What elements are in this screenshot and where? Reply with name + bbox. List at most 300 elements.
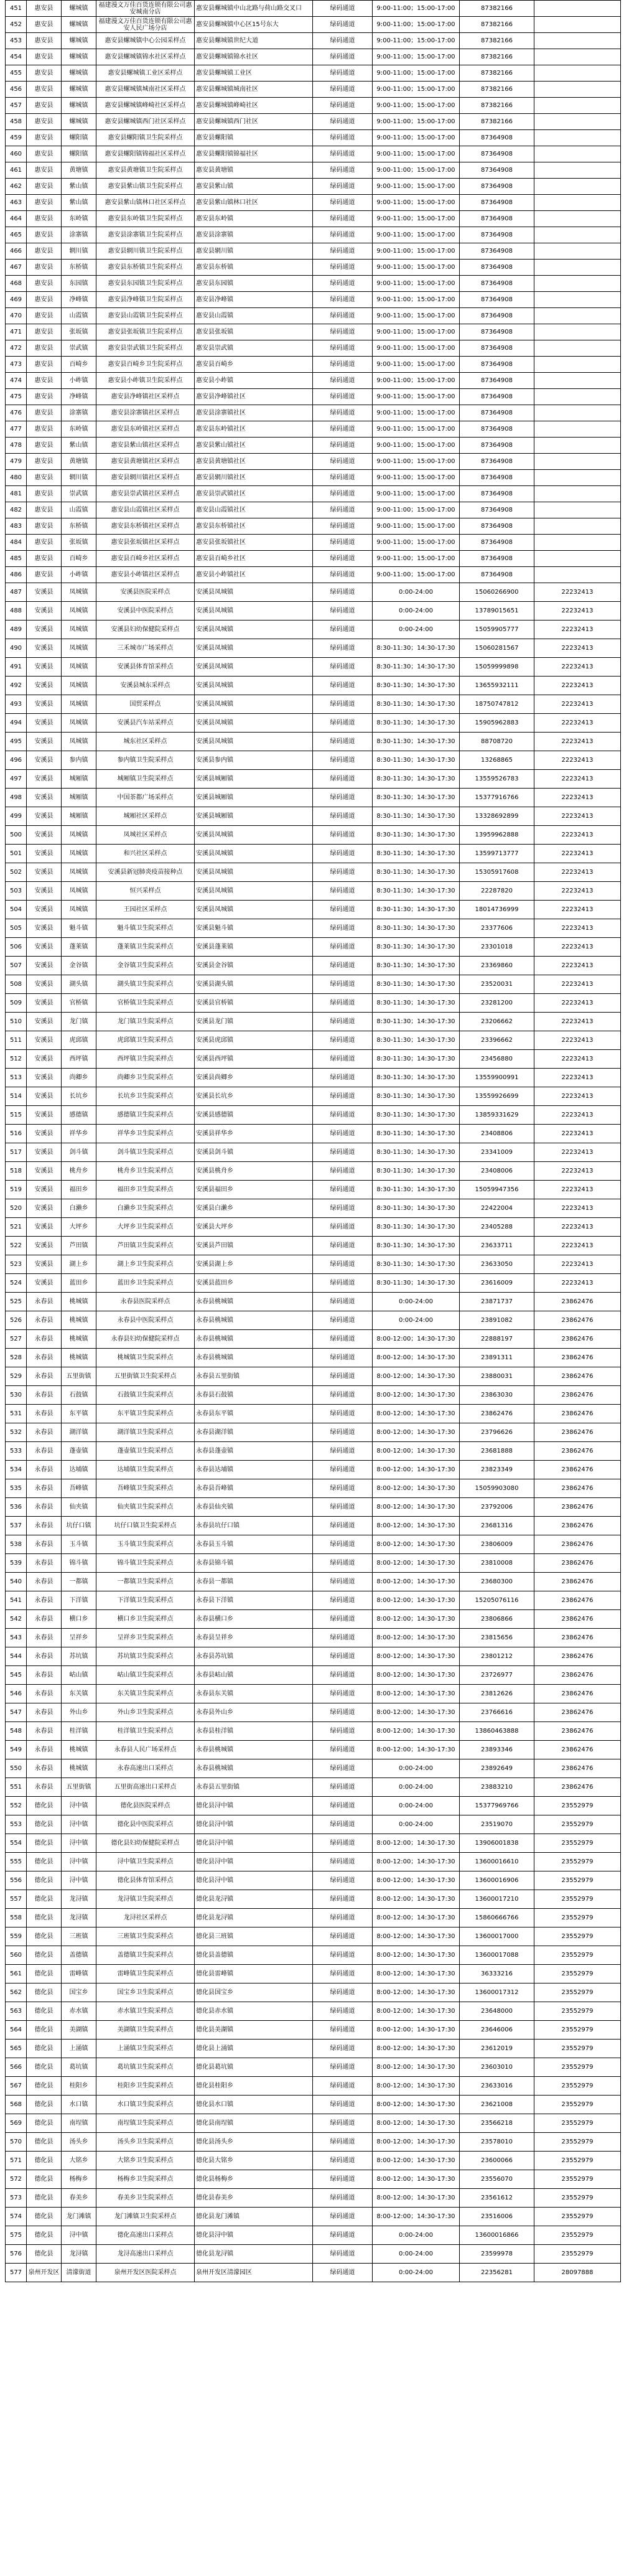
- table-row: [6, 1423, 621, 1442]
- remark: 22232413: [534, 1199, 621, 1218]
- remark: 23552979: [534, 2002, 621, 2021]
- service-hours: 8:30-11:30；14:30-17:30: [373, 994, 460, 1013]
- row-number: 521: [6, 1218, 27, 1237]
- row-number: 495: [6, 733, 27, 751]
- table-row: [6, 276, 621, 292]
- township: 黄塘镇: [62, 454, 96, 470]
- row-number: 464: [6, 211, 27, 227]
- row-number: 496: [6, 751, 27, 770]
- row-number: 455: [6, 65, 27, 82]
- table-row: [6, 1386, 621, 1405]
- address: 惠安县小岞镇: [195, 373, 313, 389]
- row-number: 477: [6, 421, 27, 438]
- site-name: 惠安县净峰镇社区采样点: [96, 389, 195, 405]
- table-row: [6, 1685, 621, 1703]
- table-row: [6, 162, 621, 179]
- phone: 87382166: [460, 65, 534, 82]
- row-number: 574: [6, 2208, 27, 2226]
- site-name: 横口乡卫生院采样点: [96, 1610, 195, 1629]
- site-name: 汤头乡卫生院采样点: [96, 2133, 195, 2152]
- sampling-type: 绿码通道: [313, 1367, 373, 1386]
- township: 福田乡: [62, 1181, 96, 1199]
- site-name: 惠安县辋川镇卫生院采样点: [96, 243, 195, 260]
- address: 惠安县净峰镇社区: [195, 389, 313, 405]
- county: 惠安县: [27, 340, 62, 357]
- address: 惠安县东桥镇: [195, 260, 313, 276]
- county: 永春县: [27, 1554, 62, 1573]
- address: 德化县上涌镇: [195, 2040, 313, 2058]
- table-row: [6, 714, 621, 733]
- sampling-type: 绿码通道: [313, 421, 373, 438]
- remark: 22232413: [534, 1181, 621, 1199]
- table-row: [6, 1722, 621, 1741]
- address: 永春县锦斗镇: [195, 1554, 313, 1573]
- site-name: 惠安县小岞镇社区采样点: [96, 567, 195, 583]
- site-name: 惠安县东园镇卫生院采样点: [96, 276, 195, 292]
- site-name: 龙门镇卫生院采样点: [96, 1013, 195, 1031]
- county: 惠安县: [27, 260, 62, 276]
- phone: 23806009: [460, 1535, 534, 1554]
- site-name: 惠安县螺城镇峰崎社区采样点: [96, 98, 195, 114]
- service-hours: 8:30-11:30；14:30-17:30: [373, 1237, 460, 1255]
- phone: 13789015651: [460, 602, 534, 621]
- service-hours: 9:00-11:00；15:00-17:00: [373, 82, 460, 98]
- service-hours: 0:00-24:00: [373, 1293, 460, 1311]
- sampling-type: 绿码通道: [313, 2245, 373, 2264]
- service-hours: 0:00-24:00: [373, 621, 460, 639]
- site-name: 惠安县小岞镇卫生院采样点: [96, 373, 195, 389]
- township: 湖洋镇: [62, 1423, 96, 1442]
- service-hours: 8:00-12:00；14:30-17:30: [373, 1890, 460, 1909]
- address: 安溪县城厢镇: [195, 789, 313, 807]
- site-name: 蓬莱镇卫生院采样点: [96, 938, 195, 957]
- row-number: 540: [6, 1573, 27, 1591]
- row-number: 470: [6, 308, 27, 324]
- row-number: 559: [6, 1927, 27, 1946]
- phone: 23612019: [460, 2040, 534, 2058]
- township: 螺城镇: [62, 98, 96, 114]
- remark: [534, 486, 621, 502]
- sampling-type: 绿码通道: [313, 1405, 373, 1423]
- row-number: 539: [6, 1554, 27, 1573]
- sampling-type: 绿码通道: [313, 1050, 373, 1069]
- county: 惠安县: [27, 373, 62, 389]
- township: 城厢镇: [62, 807, 96, 826]
- sampling-type: 绿码通道: [313, 1031, 373, 1050]
- phone: 87382166: [460, 82, 534, 98]
- site-name: 中国茶都广场采样点: [96, 789, 195, 807]
- phone: 22888197: [460, 1330, 534, 1349]
- address: 惠安县崇武镇: [195, 340, 313, 357]
- address: 惠安县螺城镇世纪大道: [195, 33, 313, 49]
- township: 张坂镇: [62, 324, 96, 340]
- county: 德化县: [27, 2245, 62, 2264]
- county: 永春县: [27, 1386, 62, 1405]
- table-row: [6, 1, 621, 17]
- phone: 23863030: [460, 1386, 534, 1405]
- site-name: 惠安县辋川镇社区采样点: [96, 470, 195, 486]
- township: 螺城镇: [62, 114, 96, 130]
- service-hours: 8:30-11:30；14:30-17:30: [373, 677, 460, 695]
- service-hours: 8:00-12:00；14:30-17:30: [373, 1984, 460, 2002]
- table-row: [6, 535, 621, 551]
- site-name: 安溪县体育馆采样点: [96, 658, 195, 677]
- phone: 15905962883: [460, 714, 534, 733]
- township: 尚卿乡: [62, 1069, 96, 1087]
- sampling-type: 绿码通道: [313, 1274, 373, 1293]
- row-number: 569: [6, 2114, 27, 2133]
- township: 凤城镇: [62, 826, 96, 845]
- row-number: 517: [6, 1143, 27, 1162]
- service-hours: 9:00-11:00；15:00-17:00: [373, 33, 460, 49]
- remark: [534, 114, 621, 130]
- phone: 36333216: [460, 1965, 534, 1984]
- service-hours: 0:00-24:00: [373, 2226, 460, 2245]
- remark: [534, 227, 621, 243]
- township: 凤城镇: [62, 602, 96, 621]
- township: 坑仔口镇: [62, 1517, 96, 1535]
- table-row: [6, 227, 621, 243]
- remark: 23552979: [534, 1946, 621, 1965]
- county: 德化县: [27, 1797, 62, 1815]
- sampling-type: 绿码通道: [313, 2226, 373, 2245]
- phone: 22422004: [460, 1199, 534, 1218]
- row-number: 493: [6, 695, 27, 714]
- phone: 87364908: [460, 357, 534, 373]
- site-name: 惠安县螺阳镇锦福社区采样点: [96, 146, 195, 162]
- row-number: 488: [6, 602, 27, 621]
- table-row: [6, 1218, 621, 1237]
- table-row: [6, 1498, 621, 1517]
- county: 永春县: [27, 1517, 62, 1535]
- address: 安溪县城厢镇: [195, 770, 313, 789]
- service-hours: 9:00-11:00；15:00-17:00: [373, 324, 460, 340]
- row-number: 499: [6, 807, 27, 826]
- remark: 22232413: [534, 770, 621, 789]
- address: 安溪县凤城镇: [195, 733, 313, 751]
- address: 安溪县长坑乡: [195, 1087, 313, 1106]
- table-row: [6, 486, 621, 502]
- county: 安溪县: [27, 658, 62, 677]
- sampling-type: 绿码通道: [313, 882, 373, 901]
- table-row: [6, 33, 621, 49]
- row-number: 475: [6, 389, 27, 405]
- table-row: [6, 1871, 621, 1890]
- phone: 23810008: [460, 1554, 534, 1573]
- phone: 87382166: [460, 114, 534, 130]
- table-row: [6, 1666, 621, 1685]
- row-number: 563: [6, 2002, 27, 2021]
- row-number: 467: [6, 260, 27, 276]
- row-number: 452: [6, 17, 27, 33]
- remark: [534, 195, 621, 211]
- phone: 23599978: [460, 2245, 534, 2264]
- phone: 13600017312: [460, 1984, 534, 2002]
- township: 小岞镇: [62, 567, 96, 583]
- township: 感德镇: [62, 1106, 96, 1125]
- site-name: 芦田镇卫生院采样点: [96, 1237, 195, 1255]
- service-hours: 8:30-11:30；14:30-17:30: [373, 1069, 460, 1087]
- site-name: 永春县医院采样点: [96, 1293, 195, 1311]
- remark: [534, 340, 621, 357]
- service-hours: 8:00-12:00；14:30-17:30: [373, 1349, 460, 1367]
- remark: 23862476: [534, 1461, 621, 1479]
- site-name: 尚卿乡卫生院采样点: [96, 1069, 195, 1087]
- site-name: 德化县妇幼保健院采样点: [96, 1834, 195, 1853]
- address: 德化县浔中镇: [195, 1797, 313, 1815]
- remark: 28097888: [534, 2264, 621, 2282]
- service-hours: 8:00-12:00；14:30-17:30: [373, 1965, 460, 1984]
- table-row: [6, 130, 621, 146]
- service-hours: 8:00-12:00；14:30-17:30: [373, 2040, 460, 2058]
- county: 安溪县: [27, 1218, 62, 1237]
- address: 安溪县金谷镇: [195, 957, 313, 975]
- county: 德化县: [27, 2208, 62, 2226]
- county: 安溪县: [27, 863, 62, 882]
- county: 惠安县: [27, 454, 62, 470]
- remark: 23552979: [534, 1984, 621, 2002]
- address: 德化县赤水镇: [195, 2002, 313, 2021]
- phone: 23871737: [460, 1293, 534, 1311]
- site-name: 葛坑镇卫生院采样点: [96, 2058, 195, 2077]
- remark: 23552979: [534, 2170, 621, 2189]
- township: 崇武镇: [62, 340, 96, 357]
- phone: 87364908: [460, 454, 534, 470]
- address: 永春县吾峰镇: [195, 1479, 313, 1498]
- remark: 22232413: [534, 1087, 621, 1106]
- row-number: 511: [6, 1031, 27, 1050]
- county: 安溪县: [27, 733, 62, 751]
- sampling-type: 绿码通道: [313, 1386, 373, 1405]
- sampling-type: 绿码通道: [313, 454, 373, 470]
- sampling-type: 绿码通道: [313, 1610, 373, 1629]
- site-name: 岵山镇卫生院采样点: [96, 1666, 195, 1685]
- address: 惠安县螺阳镇锦福社区: [195, 146, 313, 162]
- township: 浔中镇: [62, 1871, 96, 1890]
- remark: 22232413: [534, 1050, 621, 1069]
- sampling-type: 绿码通道: [313, 1330, 373, 1349]
- table-row: [6, 49, 621, 65]
- remark: 22232413: [534, 845, 621, 863]
- sampling-type: 绿码通道: [313, 211, 373, 227]
- phone: 23341009: [460, 1143, 534, 1162]
- row-number: 547: [6, 1703, 27, 1722]
- sampling-type: 绿码通道: [313, 975, 373, 994]
- remark: [534, 82, 621, 98]
- phone: 23408006: [460, 1162, 534, 1181]
- sampling-type: 绿码通道: [313, 1703, 373, 1722]
- service-hours: 0:00-24:00: [373, 1759, 460, 1778]
- table-row: [6, 975, 621, 994]
- site-name: 仙夹镇卫生院采样点: [96, 1498, 195, 1517]
- service-hours: 8:00-12:00；14:30-17:30: [373, 2002, 460, 2021]
- service-hours: 8:30-11:30；14:30-17:30: [373, 1143, 460, 1162]
- address: 安溪县凤城镇: [195, 658, 313, 677]
- township: 凤城镇: [62, 677, 96, 695]
- service-hours: 8:30-11:30；14:30-17:30: [373, 1125, 460, 1143]
- table-row: [6, 1461, 621, 1479]
- phone: 15059905777: [460, 621, 534, 639]
- sampling-type: 绿码通道: [313, 1162, 373, 1181]
- site-name: 城厢社区采样点: [96, 807, 195, 826]
- county: 德化县: [27, 2170, 62, 2189]
- phone: 23301018: [460, 938, 534, 957]
- phone: 87364908: [460, 373, 534, 389]
- phone: 13600016906: [460, 1871, 534, 1890]
- address: 惠安县东桥镇社区: [195, 518, 313, 535]
- service-hours: 8:30-11:30；14:30-17:30: [373, 1255, 460, 1274]
- township: 凤城镇: [62, 882, 96, 901]
- service-hours: 8:00-12:00；14:30-17:30: [373, 1853, 460, 1871]
- phone: 23519070: [460, 1815, 534, 1834]
- township: 魁斗镇: [62, 919, 96, 938]
- township: 螺阳镇: [62, 146, 96, 162]
- phone: 87364908: [460, 130, 534, 146]
- site-name: 安溪县城东采样点: [96, 677, 195, 695]
- table-row: [6, 65, 621, 82]
- county: 永春县: [27, 1722, 62, 1741]
- site-name: 永春县中医院采样点: [96, 1311, 195, 1330]
- county: 永春县: [27, 1629, 62, 1647]
- address: 安溪县魁斗镇: [195, 919, 313, 938]
- phone: 23681316: [460, 1517, 534, 1535]
- service-hours: 8:00-12:00；14:30-17:30: [373, 2077, 460, 2096]
- row-number: 469: [6, 292, 27, 308]
- phone: 87382166: [460, 17, 534, 33]
- address: 安溪县凤城镇: [195, 901, 313, 919]
- service-hours: 9:00-11:00；15:00-17:00: [373, 1, 460, 17]
- address: 德化县春美乡: [195, 2189, 313, 2208]
- site-name: 惠安县紫山镇卫生院采样点: [96, 179, 195, 195]
- address: 惠安县螺城镇西门社区: [195, 114, 313, 130]
- table-row: [6, 421, 621, 438]
- sampling-type: 绿码通道: [313, 1591, 373, 1610]
- row-number: 536: [6, 1498, 27, 1517]
- sampling-type: 绿码通道: [313, 146, 373, 162]
- township: 净峰镇: [62, 292, 96, 308]
- address: 安溪县湖上乡: [195, 1255, 313, 1274]
- township: 桂洋镇: [62, 1722, 96, 1741]
- service-hours: 9:00-11:00；15:00-17:00: [373, 49, 460, 65]
- phone: 23578010: [460, 2133, 534, 2152]
- phone: 23621008: [460, 2096, 534, 2114]
- sampling-type: 绿码通道: [313, 49, 373, 65]
- county: 安溪县: [27, 845, 62, 863]
- sampling-type: 绿码通道: [313, 33, 373, 49]
- row-number: 466: [6, 243, 27, 260]
- service-hours: 8:30-11:30；14:30-17:30: [373, 789, 460, 807]
- remark: [534, 17, 621, 33]
- address: 永春县桃城镇: [195, 1311, 313, 1330]
- township: 三班镇: [62, 1927, 96, 1946]
- row-number: 463: [6, 195, 27, 211]
- phone: 87364908: [460, 470, 534, 486]
- address: 安溪县虎邱镇: [195, 1031, 313, 1050]
- phone: 87364908: [460, 162, 534, 179]
- phone: 23812626: [460, 1685, 534, 1703]
- remark: 23862476: [534, 1741, 621, 1759]
- remark: 23862476: [534, 1517, 621, 1535]
- site-name: 龙浔社区采样点: [96, 1909, 195, 1927]
- remark: [534, 65, 621, 82]
- township: 春美乡: [62, 2189, 96, 2208]
- table-row: [6, 1778, 621, 1797]
- site-name: 安溪县汽车站采样点: [96, 714, 195, 733]
- township: 黄塘镇: [62, 162, 96, 179]
- sampling-type: 绿码通道: [313, 438, 373, 454]
- township: 凤城镇: [62, 658, 96, 677]
- address: 永春县仙夹镇: [195, 1498, 313, 1517]
- service-hours: 8:30-11:30；14:30-17:30: [373, 1106, 460, 1125]
- table-row: [6, 1013, 621, 1031]
- service-hours: 0:00-24:00: [373, 1778, 460, 1797]
- township: 蓝田乡: [62, 1274, 96, 1293]
- address: 永春县玉斗镇: [195, 1535, 313, 1554]
- site-name: 五里街高速出口采样点: [96, 1778, 195, 1797]
- remark: 23862476: [534, 1610, 621, 1629]
- table-row: [6, 863, 621, 882]
- county: 惠安县: [27, 567, 62, 583]
- address: 惠安县紫山镇社区: [195, 438, 313, 454]
- service-hours: 0:00-24:00: [373, 2264, 460, 2282]
- site-name: 惠安县山霞镇社区采样点: [96, 502, 195, 518]
- row-number: 451: [6, 1, 27, 17]
- service-hours: 8:00-12:00；14:30-17:30: [373, 1442, 460, 1461]
- remark: 23862476: [534, 1647, 621, 1666]
- township: 凤城镇: [62, 863, 96, 882]
- township: 外山乡: [62, 1703, 96, 1722]
- township: 芦田镇: [62, 1237, 96, 1255]
- phone: 22287820: [460, 882, 534, 901]
- sampling-type: 绿码通道: [313, 195, 373, 211]
- county: 安溪县: [27, 677, 62, 695]
- remark: 22232413: [534, 901, 621, 919]
- phone: 23891082: [460, 1311, 534, 1330]
- address: 安溪县剑斗镇: [195, 1143, 313, 1162]
- table-row: [6, 518, 621, 535]
- service-hours: 8:00-12:00；14:30-17:30: [373, 1871, 460, 1890]
- sampling-type: 绿码通道: [313, 1647, 373, 1666]
- sampling-type: 绿码通道: [313, 567, 373, 583]
- township: 浔中镇: [62, 1834, 96, 1853]
- site-name: 德化高速出口采样点: [96, 2226, 195, 2245]
- sampling-type: 绿码通道: [313, 583, 373, 602]
- table-row: [6, 1106, 621, 1125]
- township: 蓬壶镇: [62, 1442, 96, 1461]
- township: 上涌镇: [62, 2040, 96, 2058]
- county: 德化县: [27, 2058, 62, 2077]
- county: 安溪县: [27, 621, 62, 639]
- remark: 22232413: [534, 602, 621, 621]
- address: 永春县桃城镇: [195, 1349, 313, 1367]
- service-hours: 9:00-11:00；15:00-17:00: [373, 114, 460, 130]
- phone: 23206662: [460, 1013, 534, 1031]
- site-name: 大坪乡卫生院采样点: [96, 1218, 195, 1237]
- table-row: [6, 1554, 621, 1573]
- phone: 23823349: [460, 1461, 534, 1479]
- remark: [534, 405, 621, 421]
- sampling-type: 绿码通道: [313, 1069, 373, 1087]
- sampling-type: 绿码通道: [313, 1349, 373, 1367]
- address: 永春县五里街镇: [195, 1778, 313, 1797]
- row-number: 508: [6, 975, 27, 994]
- service-hours: 9:00-11:00；15:00-17:00: [373, 243, 460, 260]
- service-hours: 9:00-11:00；15:00-17:00: [373, 454, 460, 470]
- county: 永春县: [27, 1498, 62, 1517]
- address: 永春县一都镇: [195, 1573, 313, 1591]
- township: 虎邱镇: [62, 1031, 96, 1050]
- service-hours: 8:00-12:00；14:30-17:30: [373, 2189, 460, 2208]
